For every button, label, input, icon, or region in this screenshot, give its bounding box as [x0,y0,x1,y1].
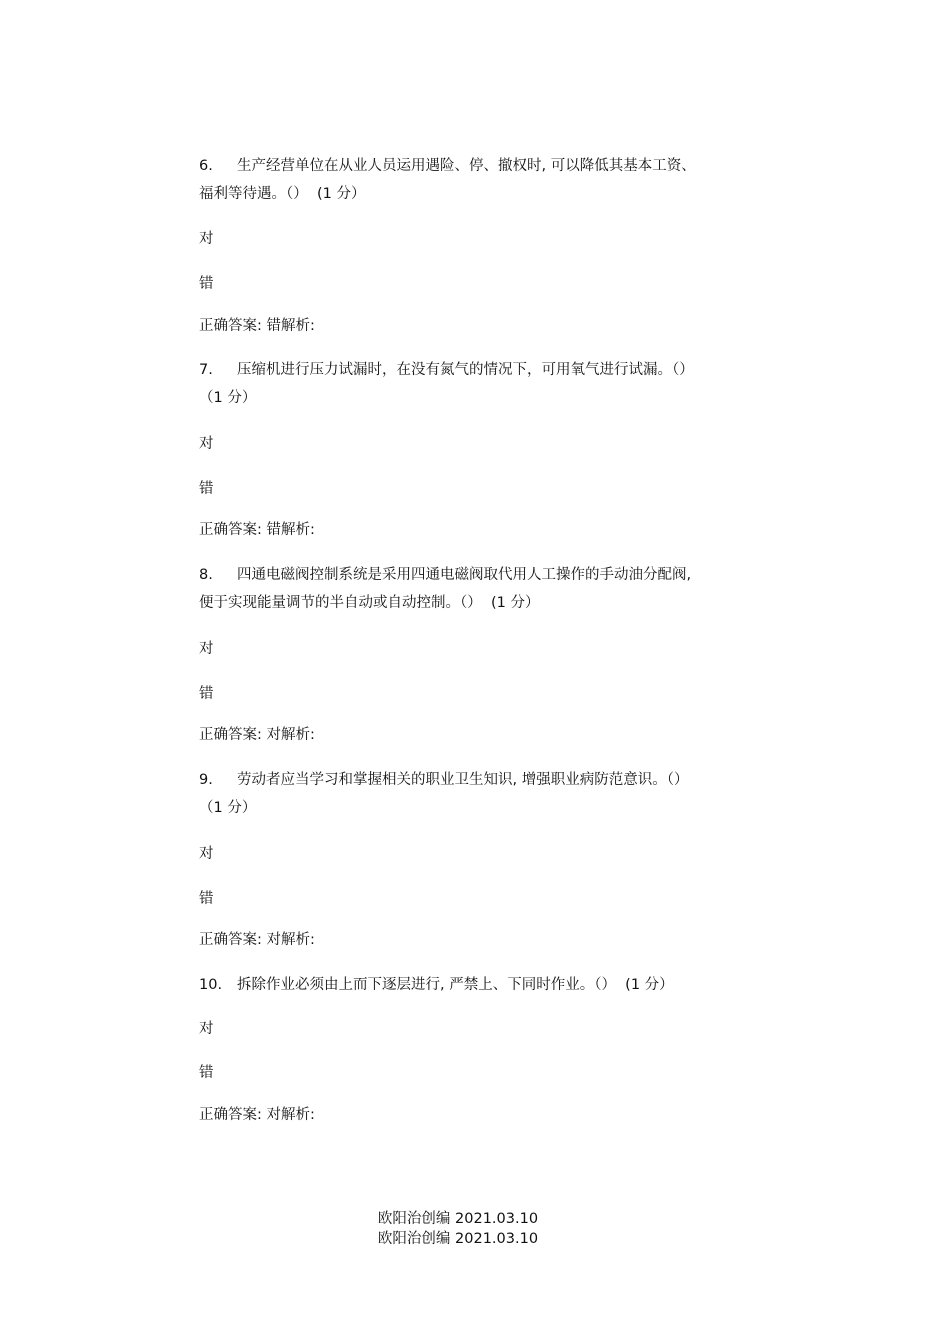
correct-answer: 正确答案: 错解析: [199,522,315,538]
question-10 [199,971,759,999]
question-number: 9. [199,772,213,788]
option-true[interactable]: 对 [199,641,214,657]
option-false[interactable]: 错 [199,481,214,497]
option-true[interactable]: 对 [199,231,214,247]
correct-answer: 正确答案: 对解析: [199,1107,315,1123]
question-number: 8. [199,567,213,583]
question-text [199,766,759,794]
option-false[interactable]: 错 [199,1065,214,1081]
question-text [199,561,759,589]
correct-answer: 正确答案: 对解析: [199,932,315,948]
question-stem: 四通电磁阀控制系统是采用四通电磁阀取代用人工操作的手动油分配阀, [237,567,692,583]
question-6 [199,152,759,208]
question-stem: 压缩机进行压力试漏时，在没有氮气的情况下，可用氧气进行试漏。（） [237,362,694,378]
option-false[interactable]: 错 [199,276,214,292]
option-true[interactable]: 对 [199,1021,214,1037]
question-text [199,971,759,999]
option-true[interactable]: 对 [199,846,214,862]
option-false[interactable]: 错 [199,891,214,907]
correct-answer: 正确答案: 对解析: [199,727,315,743]
question-stem-continued: （1 分） [199,390,257,406]
question-text [199,152,759,180]
question-stem-continued: 便于实现能量调节的半自动或自动控制。（） (1 分） [199,595,540,611]
option-true[interactable]: 对 [199,436,214,452]
question-stem-continued: 福利等待遇。（） (1 分） [199,186,366,202]
footer-line-2: 欧阳治创编 2021.03.10 [377,1231,539,1247]
question-number: 6. [199,158,213,174]
footer-line-1: 欧阳治创编 2021.03.10 [377,1211,539,1227]
question-stem: 拆除作业必须由上而下逐层进行, 严禁上、下同时作业。（） (1 分） [237,977,674,993]
question-stem: 生产经营单位在从业人员运用遇险、停、撤权时, 可以降低其基本工资、 [237,158,696,174]
question-8 [199,561,759,617]
option-false[interactable]: 错 [199,686,214,702]
question-number: 10. [199,977,223,993]
question-stem-continued: （1 分） [199,800,257,816]
question-9 [199,766,759,822]
question-stem: 劳动者应当学习和掌握相关的职业卫生知识, 增强职业病防范意识。（） [237,772,689,788]
question-number: 7. [199,362,213,378]
correct-answer: 正确答案: 错解析: [199,318,315,334]
question-text [199,356,759,384]
question-7 [199,356,759,412]
